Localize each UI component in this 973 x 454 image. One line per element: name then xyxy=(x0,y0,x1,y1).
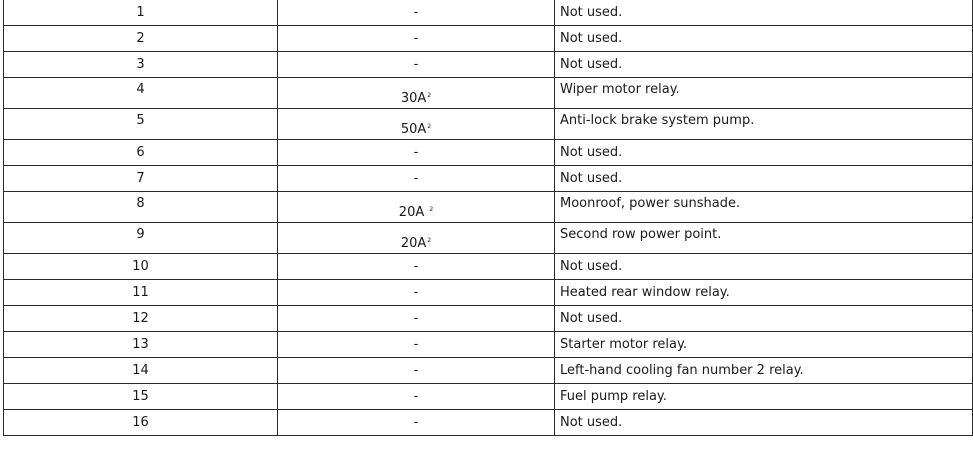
table-row xyxy=(4,0,973,26)
fuse-rating xyxy=(278,109,555,140)
fuse-number: 11 xyxy=(4,280,278,306)
table-row xyxy=(4,78,973,109)
fuse-description: Not used. xyxy=(555,410,973,436)
fuse-description: Heated rear window relay. xyxy=(555,280,973,306)
fuse-rating-value: 30A xyxy=(400,91,427,106)
fuse-rating-value: - xyxy=(413,285,419,300)
fuse-rating-value: - xyxy=(413,337,419,352)
footnote-marker: 2 xyxy=(427,91,432,99)
fuse-number: 15 xyxy=(4,384,278,410)
fuse-table xyxy=(3,0,973,436)
fuse-rating-value: - xyxy=(413,171,419,186)
fuse-rating xyxy=(278,384,555,410)
table-row xyxy=(4,166,973,192)
fuse-description: Starter motor relay. xyxy=(555,332,973,358)
footnote-marker: 2 xyxy=(429,205,434,213)
fuse-number: 7 xyxy=(4,166,278,192)
table-row xyxy=(4,192,973,223)
footnote-marker: 2 xyxy=(427,122,432,130)
table-row xyxy=(4,140,973,166)
fuse-rating-value: - xyxy=(413,57,419,72)
fuse-description: Not used. xyxy=(555,166,973,192)
fuse-rating xyxy=(278,306,555,332)
fuse-number: 6 xyxy=(4,140,278,166)
fuse-rating-value: 50A xyxy=(400,122,427,137)
fuse-rating-value: - xyxy=(413,5,419,20)
fuse-description: Not used. xyxy=(555,254,973,280)
fuse-description: Not used. xyxy=(555,52,973,78)
fuse-rating xyxy=(278,332,555,358)
fuse-description: Moonroof, power sunshade. xyxy=(555,192,973,223)
fuse-number: 8 xyxy=(4,192,278,223)
table-row xyxy=(4,26,973,52)
fuse-description: Not used. xyxy=(555,26,973,52)
fuse-number: 3 xyxy=(4,52,278,78)
fuse-rating xyxy=(278,0,555,26)
fuse-number: 9 xyxy=(4,223,278,254)
fuse-table-body xyxy=(4,0,973,436)
fuse-number: 12 xyxy=(4,306,278,332)
fuse-rating xyxy=(278,280,555,306)
table-row xyxy=(4,332,973,358)
fuse-rating-value: 20A xyxy=(398,205,429,220)
fuse-number: 5 xyxy=(4,109,278,140)
fuse-number: 4 xyxy=(4,78,278,109)
fuse-number: 2 xyxy=(4,26,278,52)
fuse-number: 14 xyxy=(4,358,278,384)
table-row xyxy=(4,254,973,280)
fuse-description: Left-hand cooling fan number 2 relay. xyxy=(555,358,973,384)
fuse-description: Fuel pump relay. xyxy=(555,384,973,410)
fuse-rating-value: - xyxy=(413,363,419,378)
table-row xyxy=(4,109,973,140)
fuse-rating xyxy=(278,192,555,223)
fuse-number: 10 xyxy=(4,254,278,280)
fuse-description: Wiper motor relay. xyxy=(555,78,973,109)
fuse-rating xyxy=(278,52,555,78)
table-row xyxy=(4,52,973,78)
fuse-rating xyxy=(278,140,555,166)
fuse-number: 16 xyxy=(4,410,278,436)
table-row xyxy=(4,410,973,436)
fuse-rating-value: - xyxy=(413,415,419,430)
table-row xyxy=(4,306,973,332)
fuse-rating xyxy=(278,254,555,280)
fuse-rating xyxy=(278,358,555,384)
fuse-rating-value: 20A xyxy=(400,236,427,251)
fuse-description: Anti-lock brake system pump. xyxy=(555,109,973,140)
fuse-rating-value: - xyxy=(413,31,419,46)
fuse-description: Not used. xyxy=(555,306,973,332)
footnote-marker: 2 xyxy=(427,236,432,244)
fuse-rating xyxy=(278,410,555,436)
fuse-rating-value: - xyxy=(413,311,419,326)
fuse-rating xyxy=(278,26,555,52)
fuse-number: 13 xyxy=(4,332,278,358)
fuse-description: Not used. xyxy=(555,140,973,166)
fuse-rating xyxy=(278,166,555,192)
fuse-rating xyxy=(278,223,555,254)
fuse-rating-value: - xyxy=(413,145,419,160)
fuse-rating xyxy=(278,78,555,109)
fuse-number: 1 xyxy=(4,0,278,26)
table-row xyxy=(4,384,973,410)
table-row xyxy=(4,358,973,384)
table-row xyxy=(4,280,973,306)
fuse-rating-value: - xyxy=(413,259,419,274)
fuse-description: Not used. xyxy=(555,0,973,26)
fuse-description: Second row power point. xyxy=(555,223,973,254)
table-row xyxy=(4,223,973,254)
fuse-rating-value: - xyxy=(413,389,419,404)
